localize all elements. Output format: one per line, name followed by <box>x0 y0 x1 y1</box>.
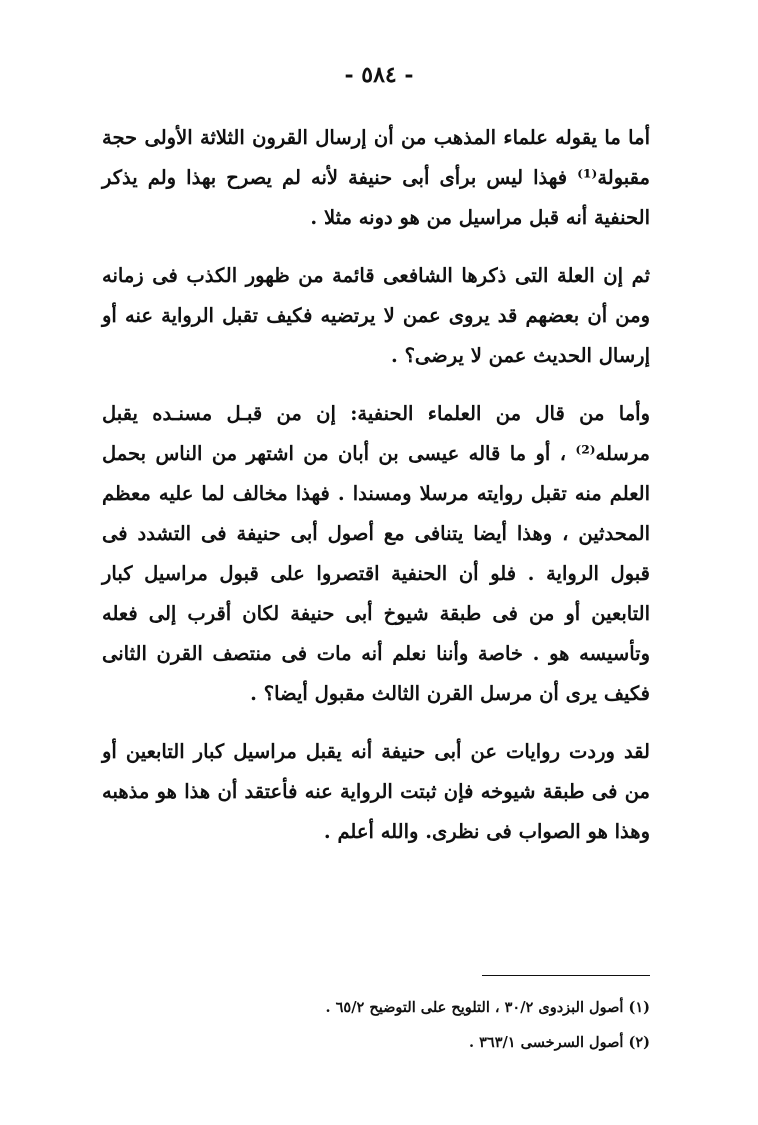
footnote-2: (٢) أصول السرخسى ٣٦٣/١ . <box>469 1034 650 1051</box>
page-number: - ٥٨٤ - <box>344 62 414 88</box>
paragraph-3: وأما من قال من العلماء الحنفية: إن من قبـل مسنـده يقبل مرسله⁽²⁾ ، أو ما قاله عيسى بن أبان من اشتهر من الناس بحمل العلم منه تقبل روايته مرسلا ومسندا . فهذا مخالف لما عليه معظم المحدثين ، وهذا أيضا يتنافى مع أصول أبى حنيفة فى التشدد فى قبول الرواية . فلو أن الحنفية اقتصروا على قبول مراسيل كبار التابعين أو من فى طبقة شيوخ أبى حنيفة لكان أقرب إلى فعله وتأسيسه هو . خاصة وأننا نعلم أنه مات فى منتصف القرن الثانى فكيف يرى أن مرسل القرن الثالث مقبول أيضا؟ . <box>102 402 650 705</box>
paragraph-1: أما ما يقوله علماء المذهب من أن إرسال القرون الثلاثة الأولى حجة مقبولة⁽¹⁾ فهذا ليس برأى أبى حنيفة لأنه لم يصرح بهذا ولم يذكر الحنفية أنه قبل مراسيل من هو دونه مثلا . <box>102 126 650 229</box>
footnotes <box>102 990 650 1060</box>
footnote-1: (١) أصول البزدوى ٣٠/٢ ، التلويح على التوضيح ٦٥/٢ . <box>325 999 650 1016</box>
main-text <box>102 118 650 870</box>
paragraph-2: ثم إن العلة التى ذكرها الشافعى قائمة من ظهور الكذب فى زمانه ومن أن بعضهم قد يروى عمن لا يرتضيه فكيف تقبل الرواية عنه أو إرسال الحديث عمن لا يرضى؟ . <box>102 264 650 367</box>
paragraph-4: لقد وردت روايات عن أبى حنيفة أنه يقبل مراسيل كبار التابعين أو من فى طبقة شيوخه فإن ثبتت الرواية عنه فأعتقد أن هذا هو مذهبه وهذا هو الصواب فى نظرى. والله أعلم . <box>102 740 650 843</box>
footnote-divider <box>482 975 650 976</box>
